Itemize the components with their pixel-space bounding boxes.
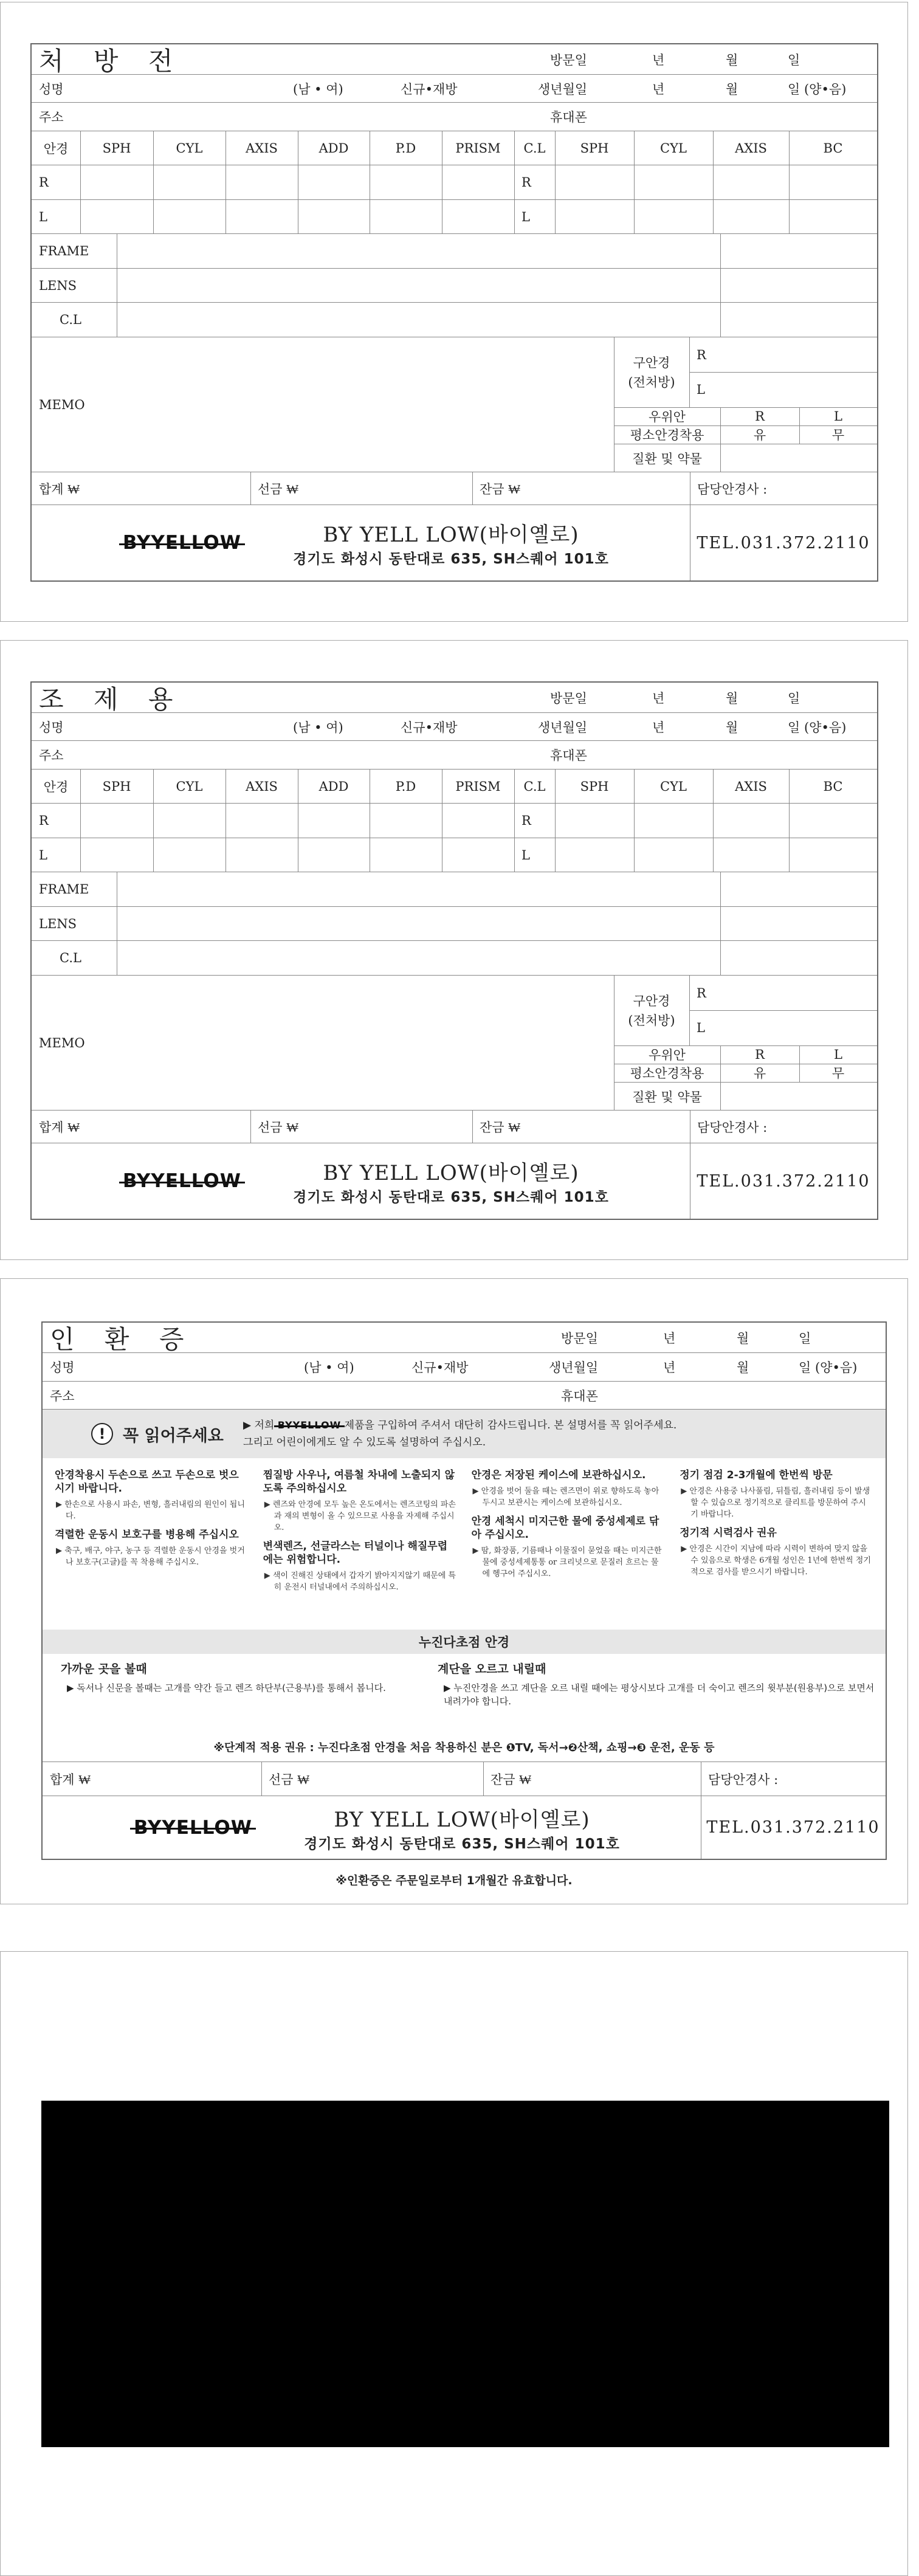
usual-wear-label: 평소안경착용 xyxy=(630,1066,704,1081)
shop-address: 경기도 화성시 동탄대로 635, SH스퀘어 101호 xyxy=(293,551,609,567)
address-row xyxy=(32,103,877,131)
form-title: 조 제 용 xyxy=(39,684,184,714)
cyl-header: CYL xyxy=(176,140,203,156)
calendar-label: 일 (양•음) xyxy=(788,720,847,735)
bc-header: BC xyxy=(823,779,843,794)
shop-address: 경기도 화성시 동탄대로 635, SH스퀘어 101호 xyxy=(304,1836,620,1852)
month-label: 월 xyxy=(737,1331,749,1346)
memo-label: MEMO xyxy=(39,397,85,412)
cl-cyl-header: CYL xyxy=(660,779,687,794)
name-row xyxy=(43,1353,886,1382)
brand-logo: BYYELLOW xyxy=(134,1816,252,1839)
month-label: 월 xyxy=(726,690,738,706)
rx-left-row xyxy=(32,838,877,872)
add-header: ADD xyxy=(318,140,349,156)
prescription-form xyxy=(30,681,878,1220)
address-row xyxy=(43,1382,886,1410)
frame-label: FRAME xyxy=(39,882,89,897)
lens-label: LENS xyxy=(39,278,77,293)
notice-col-3: 안경은 저장된 케이스에 보관하십시오. ▶ 안경을 벗어 둘을 때는 렌즈면이 위로 향하도록 놓아두시고 보관시는 케이스에 보관하십시오. 안경 세척시 미지근한 물에 중성세제로 닦아 주십시오. ▶ 땀, 화장품, 기름때나 이물질이 묻었을 때는 미지근한 물에 중성세제통통 or 크리넛으로 문질러 흐르는 물에 헹구어 주십시오. xyxy=(471,1469,662,1579)
old-glasses-sub-label: (전처방) xyxy=(628,374,675,390)
cl-header: C.L xyxy=(523,779,546,794)
cl-axis-header: AXIS xyxy=(735,140,767,156)
lens-row xyxy=(32,907,877,941)
notice-col-4: 정기 점검 2-3개월에 한번씩 방문 ▶ 안경은 사용중 나사풀림, 뒤틀림, 흘러내림 등이 발생할 수 있습으로 정기적으로 클리트를 방문하여 주시기 바랍니다. 정기적 시력검사 권유 ▶ 안경은 시간이 지남에 따라 시력이 변하여 맞지 않을 수 있음으로 학생은 6개월 성인은 1년에 한번씩 정기적으로 검사를 받으시기 바랍니다. xyxy=(680,1469,871,1577)
payment-row xyxy=(32,1111,877,1143)
validity-note: ※인환증은 주문일로부터 1개월간 유효합니다. xyxy=(336,1874,573,1887)
visit-date-label: 방문일 xyxy=(550,52,587,67)
notice-title: 꼭 읽어주세요 xyxy=(123,1426,224,1445)
birthday-label: 생년월일 xyxy=(538,81,588,97)
shop-tel: TEL.031.372.2110 xyxy=(697,533,870,553)
notice-intro-2: 그리고 어린이에게도 알 수 있도록 설명하여 주십시오. xyxy=(243,1436,486,1448)
sph-header: SPH xyxy=(102,140,131,156)
rx-right-row xyxy=(32,804,877,838)
shop-tel: TEL.031.372.2110 xyxy=(697,1171,870,1191)
rx-right-row xyxy=(32,165,877,200)
disease-label: 질환 및 약물 xyxy=(632,451,702,466)
rx-header-row xyxy=(32,131,877,165)
title-row xyxy=(32,44,877,75)
total-label: 합계 ₩ xyxy=(39,481,80,497)
axis-header: AXIS xyxy=(246,779,278,794)
birthday-label: 생년월일 xyxy=(538,720,588,735)
exchange-form xyxy=(41,1321,887,1860)
shop-name: BY YELL LOW(바이옐로) xyxy=(334,1807,590,1832)
prism-header: PRISM xyxy=(455,779,501,794)
optician-label: 담당안경사 : xyxy=(697,1120,768,1135)
dispensing-sheet xyxy=(0,640,908,1260)
calendar-label: 일 (양•음) xyxy=(788,81,847,97)
lens-row xyxy=(32,269,877,303)
balance-label: 잔금 ₩ xyxy=(480,481,521,497)
notice-col-1: 안경착용시 두손으로 쓰고 두손으로 벗으시기 바랍니다. ▶ 한손으로 사용시 파손, 변형, 흘러내림의 원인이 됩니다. 격렬한 운동시 보호구를 병용해 주십시오 ▶ 축구, 배구, 야구, 농구 등 격렬한 운동시 안경을 벗거나 보호구(고글)를 꼭 착용해 주십시오. xyxy=(55,1469,245,1567)
envelope-sheet xyxy=(0,1951,908,2576)
cl-label: C.L xyxy=(60,312,81,327)
axis-header: AXIS xyxy=(246,140,278,156)
cl-row xyxy=(32,303,877,337)
memo-label: MEMO xyxy=(39,1035,85,1050)
month-label: 월 xyxy=(726,52,738,67)
shop-tel: TEL.031.372.2110 xyxy=(706,1818,880,1837)
old-glasses-cell xyxy=(614,337,689,407)
shop-name: BY YELL LOW(바이옐로) xyxy=(323,523,579,547)
pd-header: P.D xyxy=(395,779,416,794)
old-glasses-l: L xyxy=(697,382,705,397)
dominant-l: L xyxy=(834,1047,842,1062)
usual-wear-yes: 유 xyxy=(753,428,766,443)
right-eye-label: R xyxy=(39,813,49,828)
payment-row xyxy=(32,472,877,505)
year-label: 년 xyxy=(663,1360,676,1375)
bc-header: BC xyxy=(823,140,843,156)
pd-header: P.D xyxy=(395,140,416,156)
cl-label: C.L xyxy=(60,951,81,965)
shop-footer xyxy=(32,505,877,580)
gender-label: (남 • 여) xyxy=(304,1360,354,1375)
old-glasses-label: 구안경 xyxy=(633,355,670,370)
old-glasses-cell xyxy=(614,976,689,1045)
name-label: 성명 xyxy=(39,720,64,735)
old-glasses-label: 구안경 xyxy=(633,993,670,1008)
dominant-r: R xyxy=(755,1047,765,1062)
dominant-eye-label: 우위안 xyxy=(649,1048,686,1062)
cl-left-label: L xyxy=(521,209,530,224)
progressive-header: 누진다초점 안경 xyxy=(43,1630,886,1654)
left-eye-label: L xyxy=(39,847,47,863)
cl-right-label: R xyxy=(521,813,531,828)
cyl-header: CYL xyxy=(176,779,203,794)
mobile-label: 휴대폰 xyxy=(561,1388,598,1403)
lens-label: LENS xyxy=(39,916,77,931)
cl-left-label: L xyxy=(521,847,530,863)
new-revisit-label: 신규•재방 xyxy=(411,1360,469,1375)
sph-header: SPH xyxy=(102,779,131,794)
disease-label: 질환 및 약물 xyxy=(632,1089,702,1104)
old-glasses-l: L xyxy=(697,1021,705,1035)
old-glasses-r: R xyxy=(697,347,706,362)
total-label: 합계 ₩ xyxy=(50,1772,91,1787)
gender-label: (남 • 여) xyxy=(293,720,343,735)
optician-label: 담당안경사 : xyxy=(697,481,768,497)
month-label: 월 xyxy=(726,81,738,97)
prism-header: PRISM xyxy=(455,140,501,156)
cl-right-label: R xyxy=(521,175,531,190)
prescription-form xyxy=(30,43,878,582)
year-label: 년 xyxy=(663,1331,676,1346)
title-row xyxy=(32,683,877,713)
eye-header: 안경 xyxy=(43,779,69,794)
optician-label: 담당안경사 : xyxy=(708,1772,779,1787)
mobile-label: 휴대폰 xyxy=(550,748,587,763)
shop-footer xyxy=(43,1796,886,1859)
notice-header xyxy=(43,1410,886,1458)
name-label: 성명 xyxy=(39,81,64,97)
black-panel xyxy=(41,2101,889,2447)
shop-address: 경기도 화성시 동탄대로 635, SH스퀘어 101호 xyxy=(293,1190,609,1205)
memo-row xyxy=(32,337,877,472)
birthday-label: 생년월일 xyxy=(549,1360,599,1375)
cl-row xyxy=(32,941,877,976)
deposit-label: 선금 ₩ xyxy=(258,1120,299,1135)
address-label: 주소 xyxy=(39,110,64,125)
address-label: 주소 xyxy=(39,748,64,763)
frame-row xyxy=(32,234,877,269)
exclamation-icon: ! xyxy=(91,1423,113,1445)
usual-wear-label: 평소안경착용 xyxy=(630,428,704,443)
shop-name: BY YELL LOW(바이옐로) xyxy=(323,1161,579,1185)
shop-footer xyxy=(32,1143,877,1219)
brand-logo: BYYELLOW xyxy=(123,1170,241,1192)
cl-sph-header: SPH xyxy=(580,779,609,794)
day-label: 일 xyxy=(799,1331,811,1346)
cl-header: C.L xyxy=(523,140,546,156)
year-label: 년 xyxy=(652,52,665,67)
title-row xyxy=(43,1323,886,1353)
near-tip: 가까운 곳을 볼때 ▶ 독서나 신문을 볼때는 고개를 약간 들고 렌즈 하단부(근용부)를 통해서 봅니다. xyxy=(61,1662,386,1693)
usual-wear-yes: 유 xyxy=(753,1066,766,1081)
deposit-label: 선금 ₩ xyxy=(269,1772,310,1787)
dominant-r: R xyxy=(755,409,765,424)
dominant-eye-label: 우위안 xyxy=(649,410,686,424)
right-eye-label: R xyxy=(39,175,49,190)
usual-wear-no: 무 xyxy=(831,428,845,443)
form-title: 처 방 전 xyxy=(39,46,184,76)
month-label: 월 xyxy=(726,720,738,735)
usual-wear-no: 무 xyxy=(831,1066,845,1081)
left-eye-label: L xyxy=(39,209,47,224)
calendar-label: 일 (양•음) xyxy=(799,1360,858,1375)
name-row xyxy=(32,713,877,741)
day-label: 일 xyxy=(788,52,800,67)
visit-date-label: 방문일 xyxy=(561,1331,598,1346)
payment-row xyxy=(43,1762,886,1796)
old-glasses-r: R xyxy=(697,985,706,1000)
total-label: 합계 ₩ xyxy=(39,1120,80,1135)
frame-label: FRAME xyxy=(39,244,89,258)
new-revisit-label: 신규•재방 xyxy=(401,81,458,97)
add-header: ADD xyxy=(318,779,349,794)
dominant-l: L xyxy=(834,409,842,424)
memo-row xyxy=(32,976,877,1111)
cl-cyl-header: CYL xyxy=(660,140,687,156)
new-revisit-label: 신규•재방 xyxy=(401,720,458,735)
exchange-sheet xyxy=(0,1278,908,1904)
cl-sph-header: SPH xyxy=(580,140,609,156)
cl-axis-header: AXIS xyxy=(735,779,767,794)
notice-columns xyxy=(55,1462,873,1627)
mobile-label: 휴대폰 xyxy=(550,110,587,125)
month-label: 월 xyxy=(737,1360,749,1375)
stairs-tip: 계단을 오르고 내릴때 ▶ 누진안경을 쓰고 계단을 오르 내릴 때에는 평상시보다 고개를 더 숙이고 렌즈의 윗부분(원용부)으로 보면서 내려가야 합니다. xyxy=(438,1662,875,1707)
prescription-sheet xyxy=(0,2,908,622)
balance-label: 잔금 ₩ xyxy=(480,1120,521,1135)
old-glasses-sub-label: (전처방) xyxy=(628,1013,675,1028)
notice-intro-1: ▶ 저희 BYYELLOW 제품을 구입하여 주셔서 대단히 감사드립니다. 본 설명서를 꼭 읽어주세요. xyxy=(243,1419,677,1431)
year-label: 년 xyxy=(652,81,665,97)
year-label: 년 xyxy=(652,690,665,706)
eye-header: 안경 xyxy=(43,141,69,156)
year-label: 년 xyxy=(652,720,665,735)
visit-date-label: 방문일 xyxy=(550,690,587,706)
name-label: 성명 xyxy=(50,1360,75,1375)
notice-logo: BYYELLOW xyxy=(277,1419,342,1431)
balance-label: 잔금 ₩ xyxy=(490,1772,532,1787)
deposit-label: 선금 ₩ xyxy=(258,481,299,497)
gender-label: (남 • 여) xyxy=(293,81,343,97)
rx-header-row xyxy=(32,770,877,804)
address-label: 주소 xyxy=(50,1388,75,1403)
stepwise-advice: ※단계적 적용 권유 : 누진다초점 안경을 처음 착용하신 분은 ❶TV, 독서→❷산책, 쇼핑→❸ 운전, 운동 등 xyxy=(43,1732,886,1762)
rx-left-row xyxy=(32,200,877,234)
name-row xyxy=(32,75,877,103)
exchange-title: 인 환 증 xyxy=(50,1324,195,1354)
notice-col-2: 찜질방 사우나, 여름철 차내에 노출되지 않도록 주의하십시오 ▶ 렌즈와 안경에 모두 높은 온도에서는 렌즈코팅의 파손과 재의 변형이 올 수 있으므로 사용을 자제해 주십시오. 변색렌즈, 선글라스는 터널이나 해질무렵에는 위험합니다. ▶ 색이 진해진 상태에서 갑자기 밝아지지않기 때문에 특히 운전시 터널내에서 주의하십시오. xyxy=(263,1469,456,1592)
address-row xyxy=(32,741,877,770)
day-label: 일 xyxy=(788,690,800,706)
frame-row xyxy=(32,872,877,907)
brand-logo: BYYELLOW xyxy=(123,532,241,554)
